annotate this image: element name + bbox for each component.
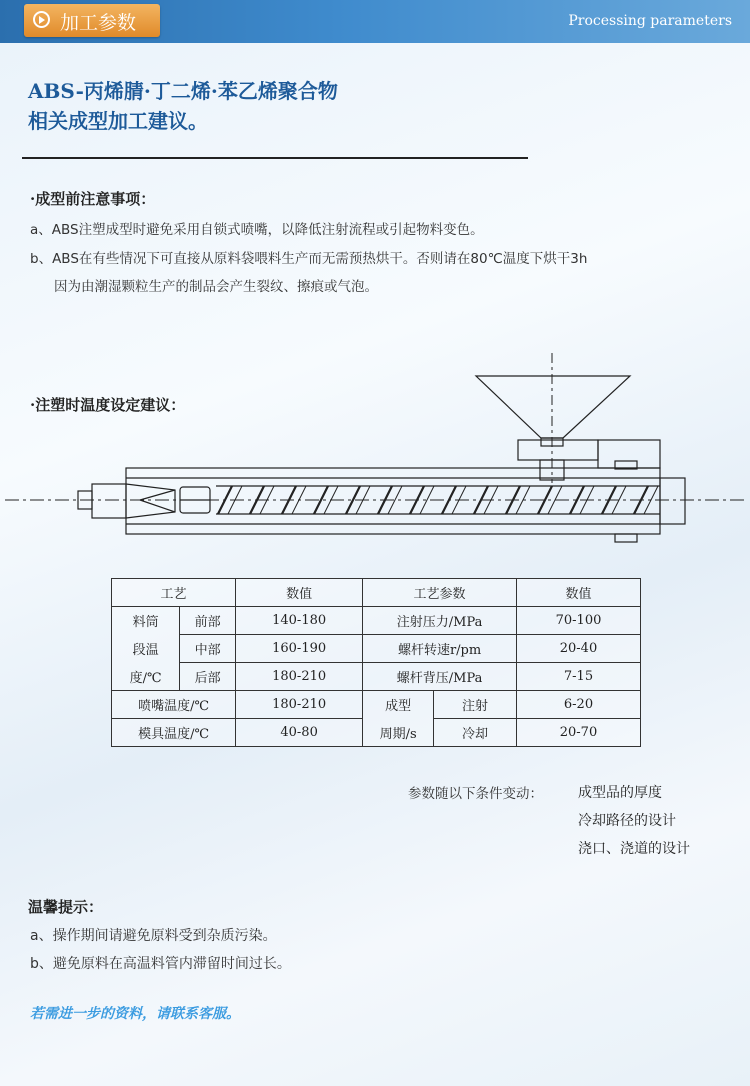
front-zone-label: 前部 xyxy=(180,607,236,635)
header-value: 数值 xyxy=(236,579,363,607)
cooling-time-value: 20-70 xyxy=(517,719,641,747)
nozzle-temp-value: 180-210 xyxy=(236,691,363,719)
condition-item-cooling: 冷却路径的设计 xyxy=(578,813,676,829)
page-title xyxy=(28,76,508,136)
condition-item-thickness: 成型品的厚度 xyxy=(578,785,662,801)
cycle-label-1: 成型 xyxy=(363,691,434,719)
tips-heading: 温馨提示： xyxy=(28,898,104,916)
screw-speed-value: 20-40 xyxy=(517,635,641,663)
cooling-time-label: 冷却 xyxy=(434,719,517,747)
injection-pressure-value: 70-100 xyxy=(517,607,641,635)
back-pressure-value: 7-15 xyxy=(517,663,641,691)
table-row xyxy=(112,719,641,747)
rear-zone-label: 后部 xyxy=(180,663,236,691)
page-title-line2: 相关成型加工建议。 xyxy=(28,109,208,133)
table-row xyxy=(112,663,641,691)
table-row xyxy=(112,691,641,719)
middle-zone-value: 160-190 xyxy=(236,635,363,663)
screw-speed-label: 螺杆转速r/pm xyxy=(363,635,517,663)
middle-zone-label: 中部 xyxy=(180,635,236,663)
mold-temp-value: 40-80 xyxy=(236,719,363,747)
precaution-item-b: b、ABS在有些情况下可直接从原料袋喂料生产而无需预热烘干。否则请在80℃温度下烘干3h xyxy=(30,251,588,267)
header-english-title: Processing parameters xyxy=(568,13,732,29)
injection-time-label: 注射 xyxy=(434,691,517,719)
header-bar xyxy=(0,0,750,43)
contact-note[interactable]: 若需进一步的资料，请联系客服。 xyxy=(30,1006,240,1022)
table-row xyxy=(112,635,641,663)
conditions-label: 参数随以下条件变动： xyxy=(408,786,543,802)
header-value-2: 数值 xyxy=(517,579,641,607)
section-tab[interactable] xyxy=(24,4,160,37)
temperature-heading: ·注塑时温度设定建议： xyxy=(30,396,186,414)
back-pressure-label: 螺杆背压/MPa xyxy=(363,663,517,691)
header-process-params: 工艺参数 xyxy=(363,579,517,607)
header-process: 工艺 xyxy=(112,579,236,607)
play-circle-icon xyxy=(33,11,50,28)
page-title-line1: ABS-丙烯腈·丁二烯·苯乙烯聚合物 xyxy=(28,79,338,103)
injection-time-value: 6-20 xyxy=(517,691,641,719)
table-row xyxy=(112,607,641,635)
tip-item-a: a、操作期间请避免原料受到杂质污染。 xyxy=(30,928,277,944)
condition-item-gate: 浇口、浇道的设计 xyxy=(578,841,690,857)
barrel-label-3: 度/℃ xyxy=(112,663,180,691)
barrel-label-1: 料筒 xyxy=(112,607,180,635)
barrel-label-2: 段温 xyxy=(112,635,180,663)
precaution-item-a: a、ABS注塑成型时避免采用自锁式喷嘴，以降低注射流程或引起物料变色。 xyxy=(30,222,484,238)
precaution-item-b-cont: 因为由潮湿颗粒生产的制品会产生裂纹、擦痕或气泡。 xyxy=(54,279,378,295)
injection-pressure-label: 注射压力/MPa xyxy=(363,607,517,635)
tip-item-b: b、避免原料在高温料管内滞留时间过长。 xyxy=(30,956,291,972)
front-zone-value: 140-180 xyxy=(236,607,363,635)
mold-temp-label: 模具温度/℃ xyxy=(112,719,236,747)
rear-zone-value: 180-210 xyxy=(236,663,363,691)
tab-label: 加工参数 xyxy=(60,12,137,34)
table-header-row xyxy=(112,579,641,607)
title-divider xyxy=(22,157,528,159)
nozzle-temp-label: 喷嘴温度/℃ xyxy=(112,691,236,719)
precautions-heading: ·成型前注意事项： xyxy=(30,190,156,208)
cycle-label-2: 周期/s xyxy=(363,719,434,747)
process-parameters-table xyxy=(111,578,641,747)
injection-screw-diagram xyxy=(0,348,750,568)
